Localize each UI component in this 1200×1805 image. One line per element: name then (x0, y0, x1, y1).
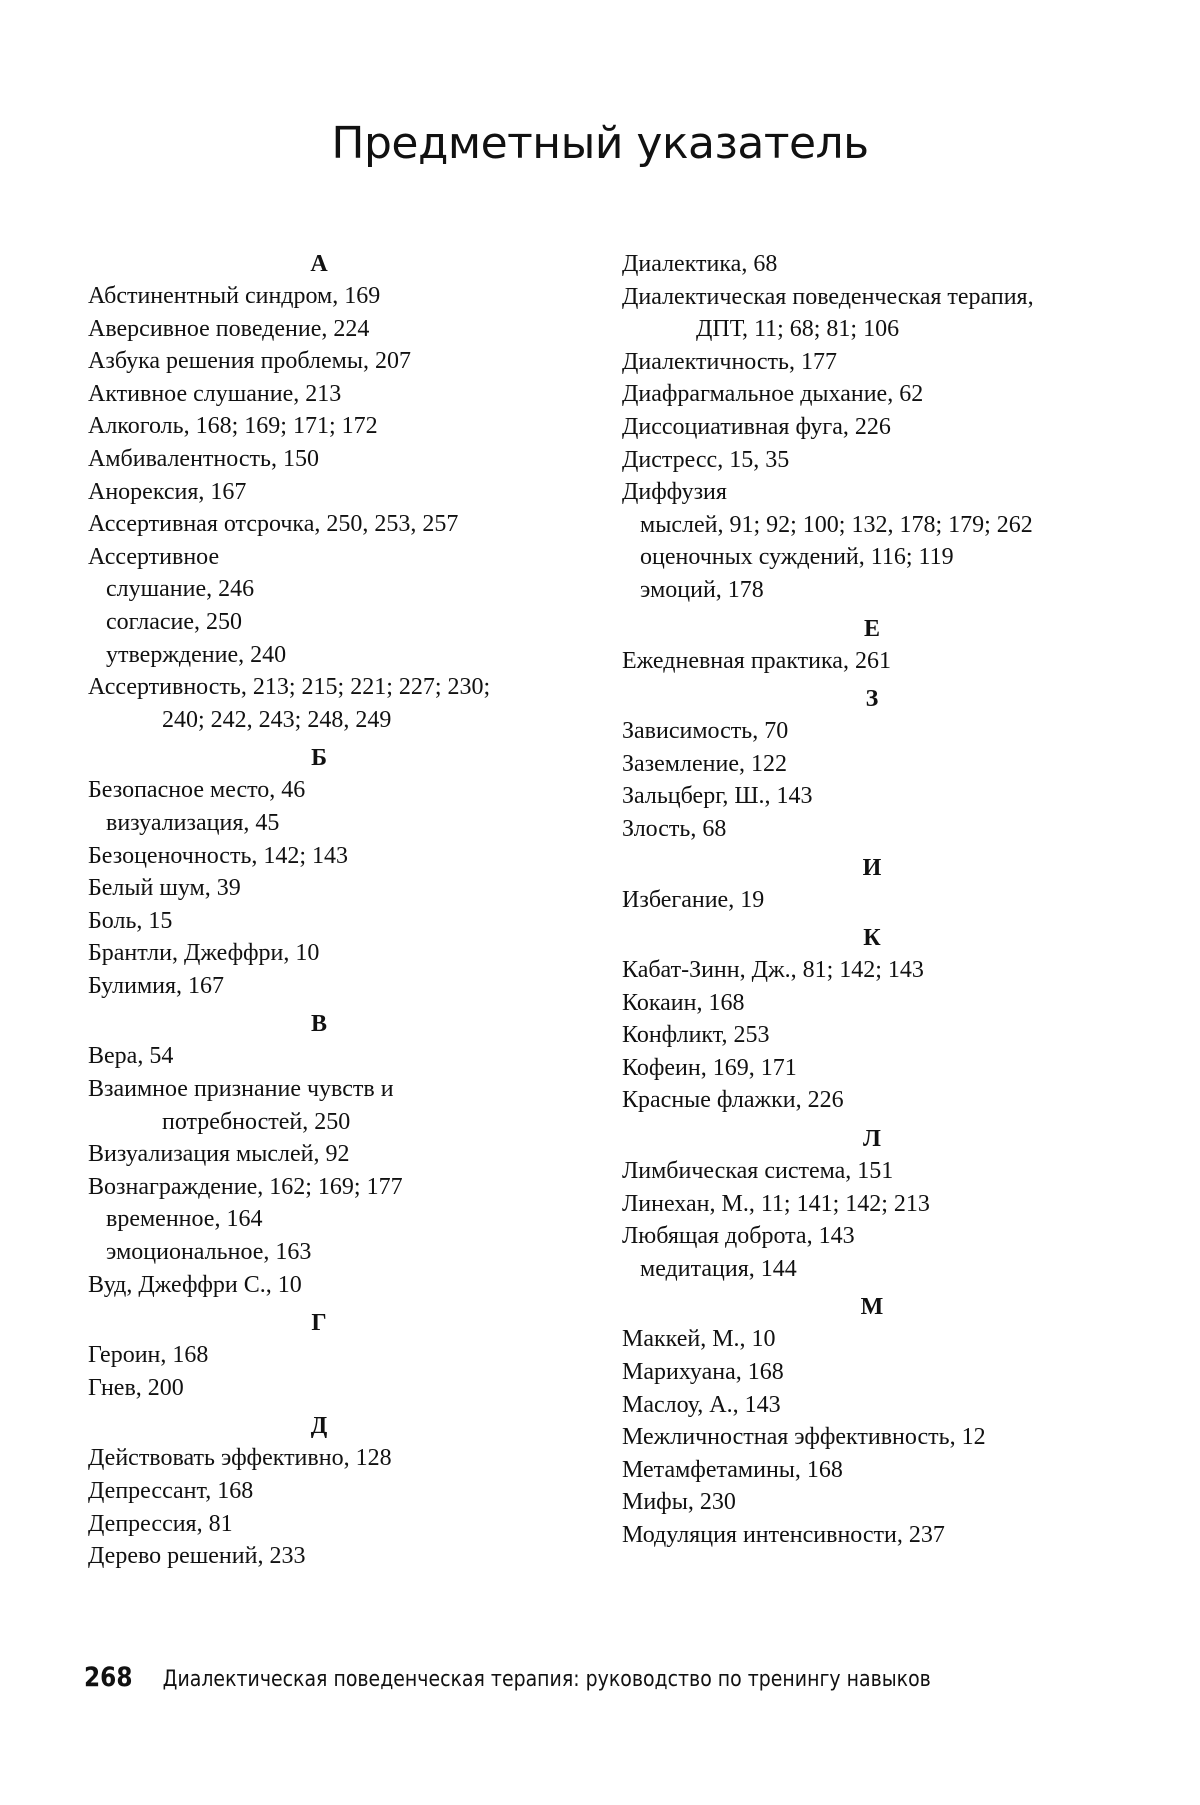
index-entry-continuation: 240; 242, 243; 248, 249 (162, 706, 392, 733)
index-subentry: эмоций, 178 (640, 576, 764, 603)
index-entry: Азбука решения проблемы, 207 (88, 348, 411, 375)
index-entry: Вознаграждение, 162; 169; 177 (88, 1173, 403, 1200)
index-column-right (622, 248, 1122, 1552)
section-letter: Е (863, 615, 880, 642)
index-subentry: утверждение, 240 (106, 641, 287, 668)
index-entry: Маслоу, А., 143 (622, 1391, 781, 1418)
page-number: 268 (84, 1662, 133, 1693)
index-entry: Метамфетамины, 168 (622, 1456, 843, 1483)
page-title: Предметный указатель (331, 118, 869, 169)
index-entry: Лимбическая система, 151 (622, 1158, 894, 1185)
index-entry: Зависимость, 70 (622, 718, 789, 745)
index-entry: Брантли, Джеффри, 10 (88, 940, 320, 967)
index-entry: Депрессант, 168 (88, 1478, 254, 1504)
section-letter: В (310, 1011, 327, 1038)
index-entry: Любящая доброта, 143 (622, 1223, 855, 1250)
index-subentry: медитация, 144 (640, 1255, 797, 1282)
index-entry: Ассертивность, 213; 215; 221; 227; 230; (88, 674, 491, 701)
index-entry: Дерево решений, 233 (88, 1543, 306, 1570)
index-entry: Диафрагмальное дыхание, 62 (622, 381, 924, 408)
index-entry: Вера, 54 (88, 1043, 174, 1070)
index-entry: Взаимное признание чувств и (88, 1076, 394, 1103)
index-entry: Диссоциативная фуга, 226 (622, 413, 891, 440)
index-entry: Активное слушание, 213 (88, 380, 342, 407)
section-letter: Д (310, 1413, 328, 1440)
index-entry: Маккей, М., 10 (622, 1326, 776, 1353)
index-entry: Зальцберг, Ш., 143 (622, 783, 813, 810)
index-entry: Красные флажки, 226 (622, 1087, 844, 1114)
index-subentry: согласие, 250 (106, 608, 243, 635)
index-entry: Кокаин, 168 (622, 989, 745, 1016)
index-subentry: оценочных суждений, 116; 119 (640, 544, 954, 571)
index-entry-continuation: ДПТ, 11; 68; 81; 106 (696, 316, 900, 343)
index-entry: Заземление, 122 (622, 750, 787, 777)
section-letter: А (310, 251, 328, 277)
index-entry: Диффузия (622, 479, 727, 506)
index-entry: Межличностная эффективность, 12 (622, 1424, 986, 1451)
index-entry: Абстинентный синдром, 169 (88, 283, 381, 309)
index-entry: Булимия, 167 (88, 972, 225, 999)
index-entry: Анорексия, 167 (88, 478, 247, 505)
section-letter: И (862, 854, 882, 881)
index-entry: Модуляция интенсивности, 237 (622, 1522, 945, 1548)
index-entry: Дистресс, 15, 35 (622, 446, 790, 473)
index-subentry: мыслей, 91; 92; 100; 132, 178; 179; 262 (640, 511, 1033, 538)
index-column-left (88, 248, 550, 1573)
index-entry: Амбивалентность, 150 (88, 445, 319, 472)
section-letter: К (863, 925, 881, 952)
index-entry: Диалектичность, 177 (622, 348, 837, 375)
index-entry: Ассертивная отсрочка, 250, 253, 257 (88, 511, 459, 538)
index-entry: Ежедневная практика, 261 (622, 647, 891, 674)
page-footer (84, 1662, 931, 1693)
index-entry: Визуализация мыслей, 92 (88, 1141, 350, 1168)
index-entry: Гнев, 200 (88, 1374, 184, 1401)
index-entry: Безопасное место, 46 (88, 777, 306, 804)
section-letter: Б (311, 745, 327, 772)
index-entry: Аверсивное поведение, 224 (88, 315, 370, 342)
index-entry: Марихуана, 168 (622, 1359, 784, 1386)
index-entry: Мифы, 230 (622, 1489, 736, 1516)
index-entry: Кофеин, 169, 171 (622, 1054, 797, 1081)
index-entry: Алкоголь, 168; 169; 171; 172 (88, 413, 378, 440)
index-entry: Вуд, Джеффри С., 10 (88, 1271, 302, 1298)
index-entry-continuation: потребностей, 250 (162, 1108, 351, 1135)
index-entry: Линехан, М., 11; 141; 142; 213 (622, 1190, 930, 1217)
index-entry: Кабат-Зинн, Дж., 81; 142; 143 (622, 957, 924, 984)
section-letter: Г (311, 1310, 327, 1337)
index-entry: Боль, 15 (88, 907, 173, 934)
index-subentry: эмоциональное, 163 (106, 1239, 312, 1266)
index-subentry: визуализация, 45 (106, 809, 280, 836)
section-letter: М (860, 1294, 884, 1321)
index-entry: Диалектическая поведенческая терапия, (622, 283, 1034, 310)
index-entry: Злость, 68 (622, 815, 727, 842)
index-subentry: слушание, 246 (106, 576, 255, 603)
index-entry: Героин, 168 (88, 1342, 209, 1369)
index-entry: Белый шум, 39 (88, 875, 241, 902)
index-entry: Действовать эффективно, 128 (88, 1445, 392, 1472)
index-entry: Безоценочность, 142; 143 (88, 842, 349, 869)
index-entry: Избегание, 19 (622, 886, 765, 913)
index-entry: Депрессия, 81 (88, 1510, 233, 1537)
section-letter: Л (863, 1126, 881, 1153)
running-book-title: Диалектическая поведенческая терапия: руководство по тренингу навыков (162, 1667, 931, 1692)
index-subentry: временное, 164 (106, 1206, 263, 1233)
index-entry: Конфликт, 253 (622, 1022, 770, 1049)
section-letter: З (865, 686, 879, 713)
index-entry: Ассертивное (88, 543, 220, 570)
index-entry: Диалектика, 68 (622, 251, 778, 277)
